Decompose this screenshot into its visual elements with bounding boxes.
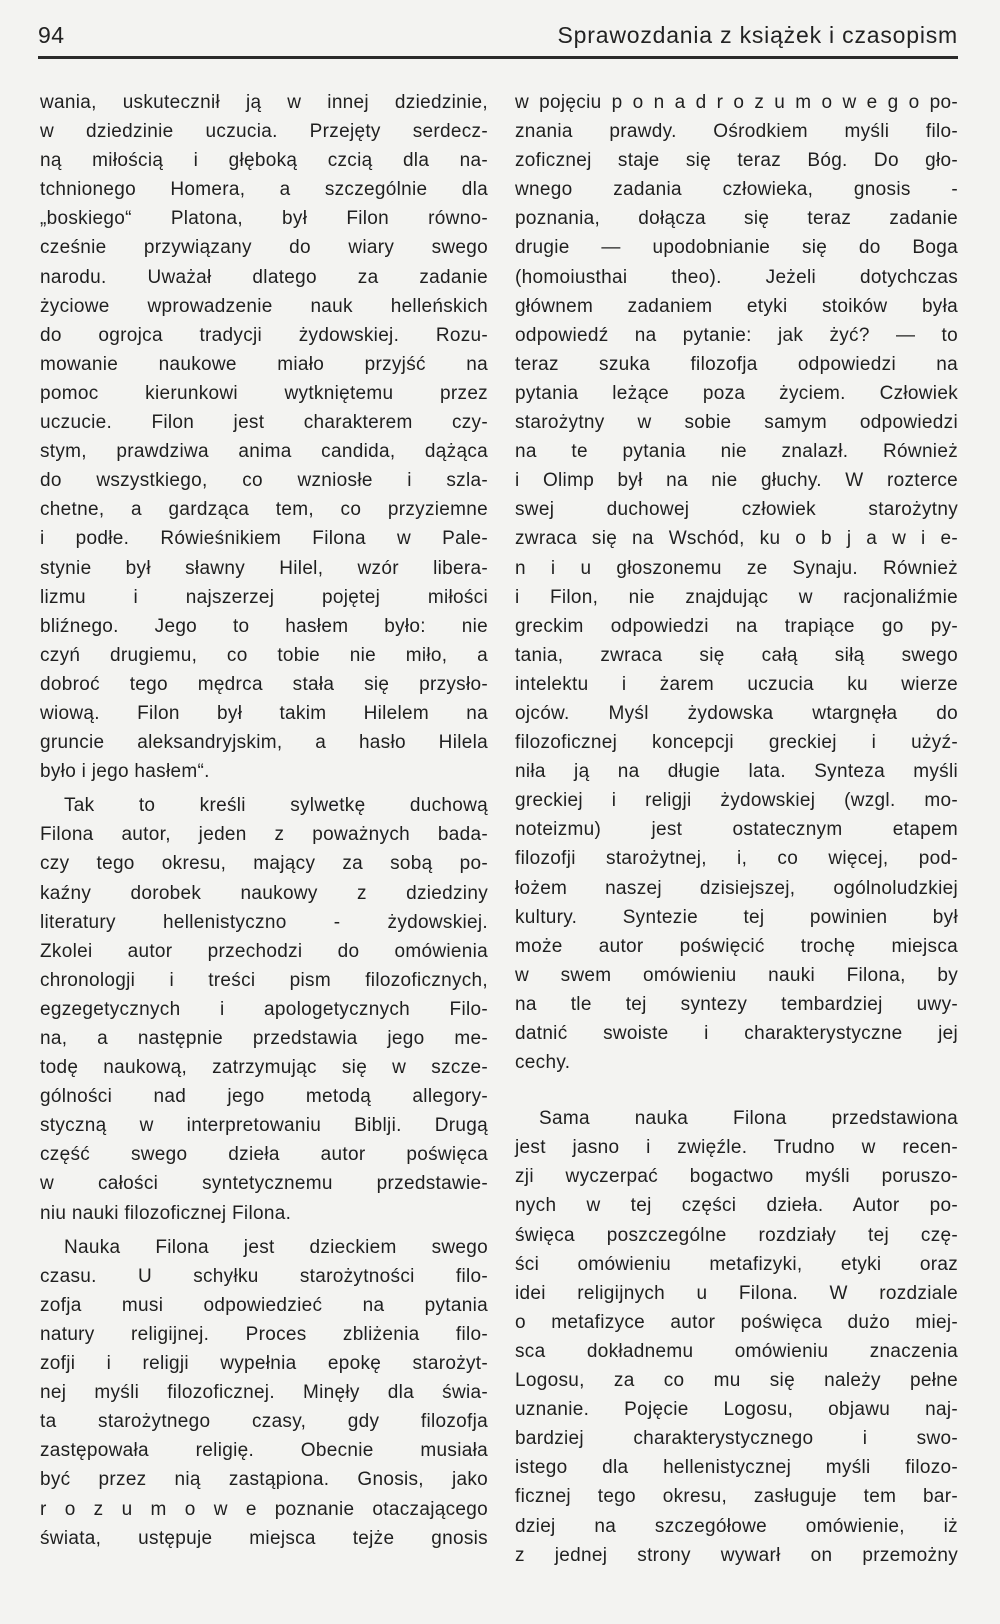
- text-line: starożytny w sobie samym odpowiedzi: [515, 412, 958, 434]
- text-line: r o z u m o w e poznanie otaczającego: [40, 1498, 488, 1520]
- text-line: niła ją na długie lata. Synteza myśli: [515, 761, 958, 783]
- header-rule: [38, 56, 958, 59]
- text-line: tania, zwraca się całą siłą swego: [515, 644, 958, 666]
- text-line: ści omówieniu metafizyki, etyki oraz: [515, 1253, 958, 1275]
- text-line: bardziej charakterystycznego i swo-: [515, 1428, 958, 1450]
- text-line: na tle tej syntezy tembardziej uwy-: [515, 993, 958, 1015]
- page-number: 94: [38, 22, 65, 48]
- text-line: nych w tej części dzieła. Autor po-: [515, 1195, 958, 1217]
- text-line: poznania, dołącza się teraz zadanie: [515, 208, 958, 230]
- text-line: uznanie. Pojęcie Logosu, objawu naj-: [515, 1399, 958, 1421]
- text-line: stym, prawdziwa anima candida, dążąca: [40, 441, 488, 463]
- text-line: sca dokładnemu omówieniu znaczenia: [515, 1340, 958, 1362]
- text-line: głównem zadaniem etyki stoików była: [515, 295, 958, 317]
- text-line: filozoficznej koncepcji greckiej i użyź-: [515, 732, 958, 754]
- text-line: gólności nad jego metodą allegory-: [40, 1086, 488, 1108]
- text-line: kultury. Syntezie tej powinien był: [515, 906, 958, 928]
- text-line: literatury hellenistyczno - żydowskiej.: [40, 911, 488, 933]
- text-line: (homoiusthai theo). Jeżeli dotychczas: [515, 266, 958, 288]
- text-line: ojców. Myśl żydowska wtargnęła do: [515, 702, 958, 724]
- text-line: zoficznej staje się teraz Bóg. Do gło-: [515, 150, 958, 172]
- text-line: cześnie przywiązany do wiary swego: [40, 237, 488, 259]
- text-line: Filona autor, jeden z poważnych bada-: [40, 824, 488, 846]
- text-line: z jednej strony wywarł on przemożny: [515, 1544, 958, 1566]
- text-line: swej duchowej człowiek starożytny: [515, 499, 958, 521]
- text-line: greckim odpowiedzi na trapiące go py-: [515, 615, 958, 637]
- text-line: znania prawdy. Ośrodkiem myśli filo-: [515, 121, 958, 143]
- text-line: odpowiedź na pytanie: jak żyć? — to: [515, 324, 958, 346]
- text-line: ta starożytnego czasy, gdy filozofja: [40, 1411, 488, 1433]
- running-title: Sprawozdania z książek i czasopism: [557, 22, 958, 48]
- text-line: wnego zadania człowieka, gnosis -: [515, 179, 958, 201]
- paragraph-gap: [515, 1077, 958, 1104]
- text-line: dobroć tego mędrca stała się przysło-: [40, 673, 488, 695]
- text-line: do wszystkiego, co wzniosłe i szla-: [40, 470, 488, 492]
- text-line: czyń drugiemu, co tobie nie miło, a: [40, 644, 488, 666]
- text-line: łożem naszej dzisiejszej, ogólnoludzkiej: [515, 877, 958, 899]
- text-line: niu nauki filozoficznej Filona.: [40, 1202, 292, 1224]
- text-line: było i jego hasłem“.: [40, 761, 210, 783]
- text-line: wania, uskutecznił ją w innej dziedzinie,: [40, 92, 488, 113]
- text-line: Sama nauka Filona przedstawiona: [539, 1108, 958, 1130]
- text-line: zofji i religji wypełnia epokę starożyt-: [40, 1353, 488, 1375]
- text-line: bliźnego. Jego to hasłem było: nie: [40, 615, 488, 637]
- text-line: idei religijnych u Filona. W rozdziale: [515, 1282, 958, 1304]
- text-line: pytania leżące poza życiem. Człowiek: [515, 382, 958, 404]
- text-line: egzegetycznych i apologetycznych Filo-: [40, 998, 488, 1020]
- text-line: życiowe wprowadzenie nauk helleńskich: [40, 295, 488, 317]
- text-line: może autor poświęcić trochę miejsca: [515, 935, 958, 957]
- text-line: zwraca się na Wschód, ku o b j a w i e-: [515, 528, 958, 550]
- paragraph: [40, 1233, 488, 1553]
- text-line: intelektu i żarem uczucia ku wierze: [515, 673, 958, 695]
- text-line: w pojęciu p o n a d r o z u m o w e g o po-: [515, 92, 958, 113]
- text-line: czy tego okresu, mający za sobą po-: [40, 853, 488, 875]
- text-line: Nauka Filona jest dzieckiem swego: [64, 1236, 488, 1258]
- text-line: „boskiego“ Platona, był Filon równo-: [40, 208, 488, 230]
- text-line: i Filon, nie znajdując w racjonaliźmie: [515, 586, 958, 608]
- text-line: dziej na szczegółowe omówienie, iż: [515, 1515, 958, 1537]
- left-column: [40, 88, 488, 1553]
- text-line: i Olimp był na nie głuchy. W rozterce: [515, 470, 958, 492]
- text-line: i podłe. Rówieśnikiem Filona w Pale-: [40, 528, 488, 550]
- text-line: zofja musi odpowiedzieć na pytania: [40, 1294, 488, 1316]
- text-line: stynie był sławny Hilel, wzór libera-: [40, 557, 488, 579]
- text-line: na te pytania nie znalazł. Również: [515, 441, 958, 463]
- right-column: [515, 88, 958, 1570]
- text-line: tchnionego Homera, a szczególnie dla: [40, 179, 488, 201]
- text-line: istego dla hellenistycznej myśli filozo-: [515, 1457, 958, 1479]
- text-line: styczną w interpretowaniu Biblji. Drugą: [40, 1115, 488, 1137]
- text-line: Zkolei autor przechodzi do omówienia: [40, 940, 488, 962]
- text-line: drugie — upodobnianie się do Boga: [515, 237, 958, 259]
- text-line: kaźny dorobek naukowy z dziedziny: [40, 882, 488, 904]
- text-line: na, a następnie przedstawia jego me-: [40, 1028, 488, 1049]
- text-line: ną miłością i głęboką czcią dla na-: [40, 150, 488, 172]
- text-line: wiową. Filon był takim Hilelem na: [40, 702, 488, 724]
- text-line: greckiej i religji żydowskiej (wzgl. mo-: [515, 790, 958, 812]
- text-line: filozofji starożytnej, i, co więcej, pod-: [515, 848, 958, 870]
- text-line: lizmu i najszerzej pojętej miłości: [40, 586, 488, 608]
- text-line: Logosu, za co mu się należy pełne: [515, 1370, 958, 1392]
- text-line: narodu. Uważał dlatego za zadanie: [40, 266, 488, 288]
- text-line: jest jasno i zwięźle. Trudno w recen-: [515, 1137, 958, 1159]
- text-line: w całości syntetycznemu przedstawie-: [40, 1173, 488, 1195]
- text-line: datnić swoiste i charakterystyczne jej: [515, 1023, 958, 1044]
- text-line: w dziedzinie uczucia. Przejęty serdecz-: [40, 121, 488, 143]
- paragraph: [515, 88, 958, 1077]
- text-line: czasu. U schyłku starożytności filo-: [40, 1265, 488, 1287]
- paragraph: [515, 1104, 958, 1570]
- text-line: Tak to kreśli sylwetkę duchową: [64, 795, 488, 817]
- text-line: nej myśli filozoficznej. Minęły dla świa-: [40, 1382, 488, 1404]
- text-line: gruncie aleksandryjskim, a hasło Hilela: [40, 732, 488, 754]
- text-line: świata, ustępuje miejsca tejże gnosis: [40, 1527, 488, 1549]
- text-line: zji wyczerpać bogactwo myśli poruszo-: [515, 1166, 958, 1188]
- paragraph: [40, 88, 488, 786]
- text-line: todę naukową, zatrzymując się w szcze-: [40, 1057, 488, 1079]
- text-line: ficznej tego okresu, zasługuje tem bar-: [515, 1486, 958, 1508]
- text-line: teraz szuka filozofja odpowiedzi na: [515, 353, 958, 375]
- text-line: o metafizyce autor poświęca dużo miej-: [515, 1311, 958, 1333]
- text-line: być przez nią zastąpiona. Gnosis, jako: [40, 1469, 488, 1491]
- text-line: cechy.: [515, 1052, 571, 1074]
- paragraph: [40, 791, 488, 1227]
- text-line: do ogrojca tradycji żydowskiej. Rozu-: [40, 324, 488, 346]
- text-line: mowanie naukowe miało przyjść na: [40, 353, 488, 375]
- text-line: chronologji i treści pism filozoficznych,: [40, 969, 488, 991]
- text-line: chetne, a gardząca tem, co przyziemne: [40, 499, 488, 521]
- text-line: uczucie. Filon jest charakterem czy-: [40, 412, 488, 434]
- text-line: w swem omówieniu nauki Filona, by: [515, 964, 958, 986]
- text-line: święca poszczególne rozdziały tej czę-: [515, 1224, 958, 1246]
- text-line: noteizmu) jest ostatecznym etapem: [515, 819, 958, 841]
- text-line: zastępowała religię. Obecnie musiała: [40, 1440, 488, 1462]
- text-line: natury religijnej. Proces zbliżenia filo-: [40, 1323, 488, 1345]
- text-line: część swego dzieła autor poświęca: [40, 1144, 488, 1166]
- text-line: pomoc kierunkowi wytkniętemu przez: [40, 382, 488, 404]
- text-line: n i u głoszonemu ze Synaju. Również: [515, 557, 958, 579]
